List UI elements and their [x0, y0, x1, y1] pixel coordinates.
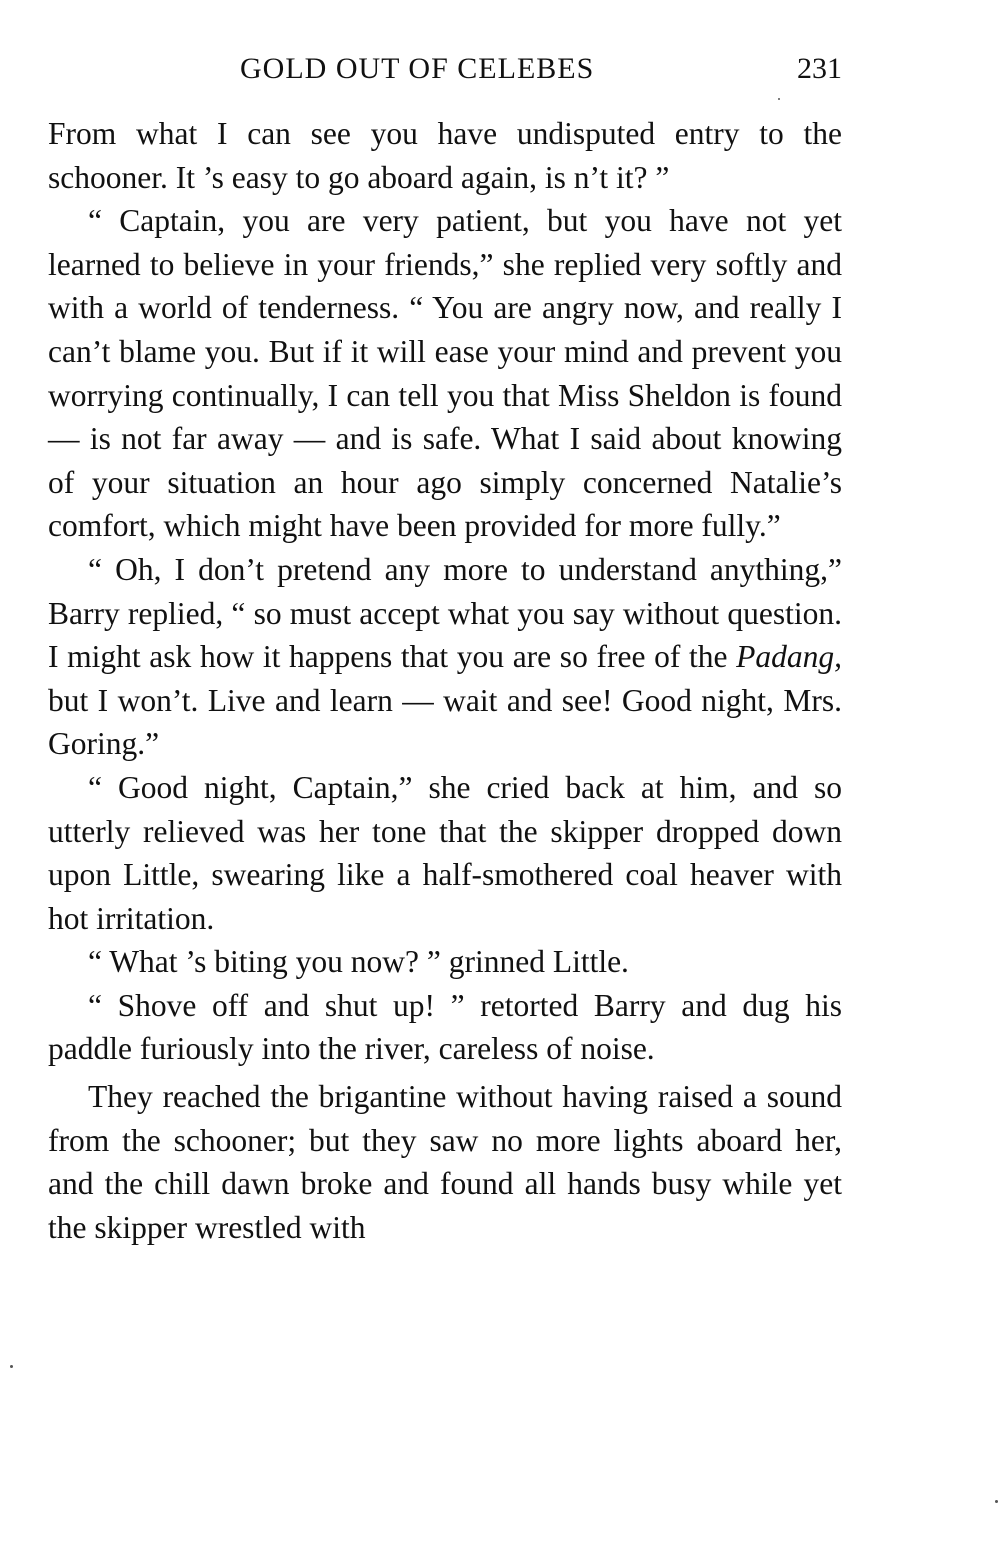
paragraph: [48, 548, 842, 766]
running-head: [48, 44, 842, 96]
paragraph-text: but I won’t. Live and learn — wait and see! Good night, Mrs. Goring.”: [48, 682, 842, 762]
scan-speck: [778, 98, 780, 100]
body-text: [48, 112, 842, 1249]
paragraph-text: “ Oh, I don’t pretend any more to understand anything,” Barry replied, “ so must accept what you say without question. I might ask how it happens that you are so free of the: [48, 551, 842, 675]
paragraph: “ What ’s biting you now? ” grinned Little.: [88, 944, 629, 980]
running-title: GOLD OUT OF CELEBES: [240, 52, 595, 85]
paragraph: “ Good night, Captain,” she cried back at him, and so utterly relieved was her tone that the skipper dropped down upon Little, swearing like a half-smothered coal heaver with hot irritation.: [48, 769, 842, 936]
page-number: 231: [797, 52, 842, 85]
book-page: [48, 0, 842, 1546]
ship-name-italic: Padang,: [736, 639, 842, 675]
paragraph: They reached the brigantine without having raised a sound from the schooner; but they saw no more lights aboard her, and the chill dawn broke and found all hands busy while yet the skipper wrestled with: [48, 1079, 842, 1245]
scan-speck: [995, 1500, 998, 1503]
paragraph: From what I can see you have undisputed entry to the schooner. It ’s easy to go aboard again, is n’t it? ”: [48, 116, 842, 195]
paragraph: “ Shove off and shut up! ” retorted Barry and dug his paddle furiously into the river, careless of noise.: [48, 987, 842, 1067]
scan-speck: [10, 1365, 13, 1368]
paragraph: “ Captain, you are very patient, but you have not yet learned to believe in your friends,” she replied very softly and with a world of tenderness. “ You are angry now, and really I can’t blame you. But if it will ease your mind and prevent you worrying continually, I can tell you that Miss Sheldon is found — is not far away — and is safe. What I said about knowing of your situation an hour ago simply concerned Natalie’s comfort, which might have been provided for more fully.”: [48, 203, 842, 544]
